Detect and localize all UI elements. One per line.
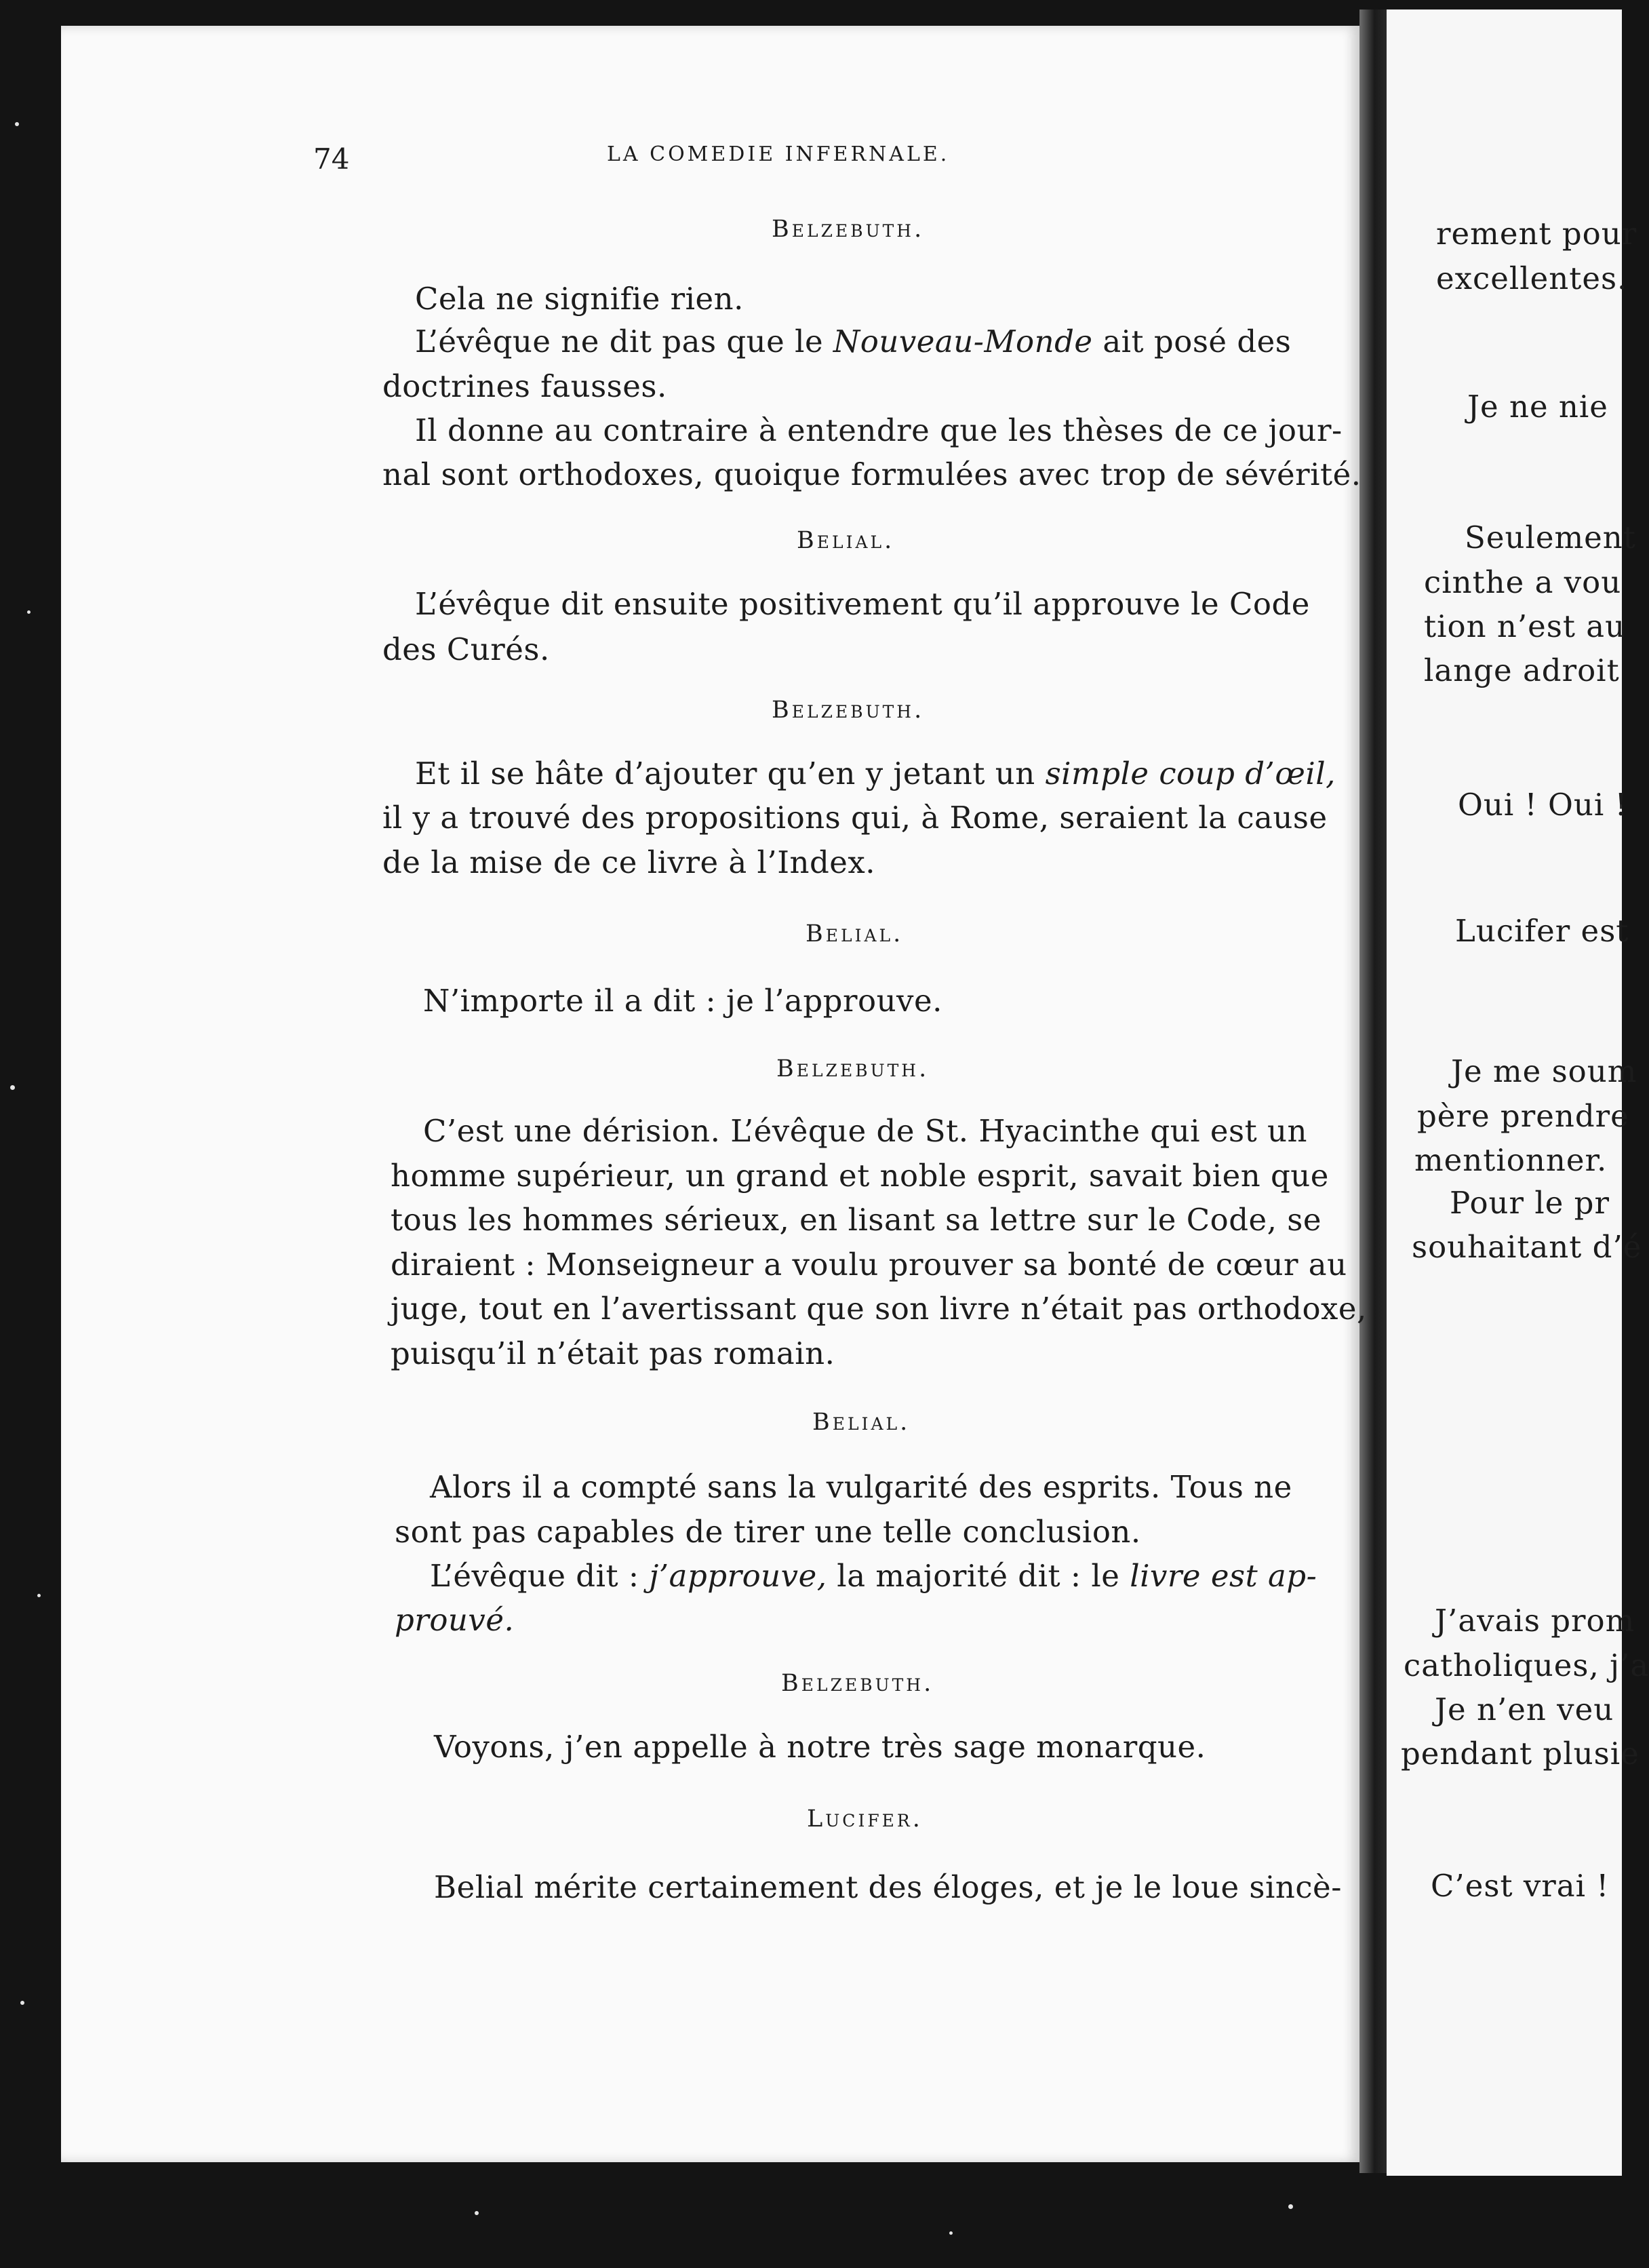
text-line: Pour le pr: [1450, 1185, 1610, 1221]
text-line: L’évêque dit : j’approuve, la majorité dit : le livre est ap-: [430, 1558, 1317, 1594]
right-page: [1387, 9, 1622, 2176]
text-line: homme supérieur, un grand et noble esprit, savait bien que: [391, 1158, 1329, 1194]
text-line: souhaitant d’é: [1412, 1229, 1642, 1265]
text-line: L’évêque dit ensuite positivement qu’il approuve le Code: [415, 586, 1310, 622]
text-line: rement pour: [1436, 216, 1637, 252]
text-line: Alors il a compté sans la vulgarité des esprits. Tous ne: [430, 1469, 1292, 1505]
speaker-name: Belial.: [812, 1409, 911, 1436]
speaker-name: Lucifer.: [807, 1805, 923, 1833]
scan-speck: [475, 2211, 479, 2215]
text-line: de la mise de ce livre à l’Index.: [382, 844, 876, 880]
text-line: diraient : Monseigneur a voulu prouver sa bonté de cœur au: [391, 1247, 1347, 1283]
text-line: père prendre: [1417, 1098, 1629, 1134]
scan-speck: [20, 2001, 24, 2005]
scan-speck: [949, 2231, 953, 2235]
scan-speck: [10, 1085, 15, 1090]
text-line: tous les hommes sérieux, en lisant sa lettre sur le Code, se: [391, 1202, 1322, 1238]
text-line: Belial mérite certainement des éloges, et je le loue sincè-: [434, 1869, 1342, 1905]
running-title: LA COMEDIE INFERNALE.: [607, 142, 950, 166]
text-line: Oui ! Oui !: [1458, 787, 1628, 823]
speaker-name: Belial.: [797, 527, 895, 554]
text-line: J’avais prom: [1435, 1603, 1635, 1639]
scan-speck: [27, 610, 31, 614]
text-line: nal sont orthodoxes, quoique formulées avec trop de sévérité.: [382, 456, 1362, 492]
text-line: C’est une dérision. L’évêque de St. Hyacinthe qui est un: [423, 1113, 1307, 1149]
speaker-name: Belzebuth.: [781, 1670, 934, 1697]
scan-speck: [37, 1594, 41, 1597]
text-line: tion n’est au: [1424, 608, 1626, 644]
text-line: juge, tout en l’avertissant que son livre n’était pas orthodoxe,: [391, 1291, 1367, 1327]
text-line: Cela ne signifie rien.: [415, 281, 744, 317]
page-number: 74: [313, 142, 350, 176]
text-line: Je n’en veu: [1435, 1692, 1614, 1727]
text-line: doctrines fausses.: [382, 368, 667, 404]
text-line: Seulement: [1465, 520, 1636, 555]
scan-speck: [1288, 2204, 1293, 2209]
text-line: lange adroit: [1424, 652, 1620, 688]
text-line: sont pas capables de tirer une telle conclusion.: [395, 1514, 1141, 1550]
text-line: L’évêque ne dit pas que le Nouveau-Monde ait posé des: [415, 324, 1292, 359]
text-line: Je me soum: [1451, 1053, 1637, 1089]
text-line: prouvé.: [395, 1602, 515, 1638]
text-line: il y a trouvé des propositions qui, à Rome, seraient la cause: [382, 800, 1328, 836]
text-line: pendant plusie: [1401, 1736, 1640, 1772]
speaker-name: Belzebuth.: [772, 697, 925, 724]
text-line: N’importe il a dit : je l’approuve.: [423, 983, 942, 1019]
text-line: Lucifer est: [1455, 913, 1629, 949]
text-line: Voyons, j’en appelle à notre très sage monarque.: [434, 1729, 1206, 1765]
speaker-name: Belzebuth.: [772, 216, 925, 243]
text-line: catholiques, j’a: [1404, 1647, 1649, 1683]
text-line: cinthe a vou: [1424, 564, 1622, 600]
text-line: C’est vrai !: [1431, 1868, 1610, 1904]
text-line: excellentes.: [1436, 260, 1628, 296]
page-header: [0, 142, 1298, 183]
text-line: Il donne au contraire à entendre que les thèses de ce jour-: [415, 412, 1343, 448]
book-gutter: [1359, 9, 1387, 2173]
scan-speck: [15, 122, 19, 126]
speaker-name: Belial.: [806, 920, 904, 947]
text-line: mentionner.: [1414, 1142, 1608, 1178]
text-line: Je ne nie: [1467, 389, 1608, 425]
text-line: des Curés.: [382, 631, 550, 667]
speaker-name: Belzebuth.: [776, 1055, 930, 1082]
text-line: puisqu’il n’était pas romain.: [391, 1335, 835, 1371]
text-line: Et il se hâte d’ajouter qu’en y jetant un simple coup d’œil,: [415, 756, 1336, 791]
